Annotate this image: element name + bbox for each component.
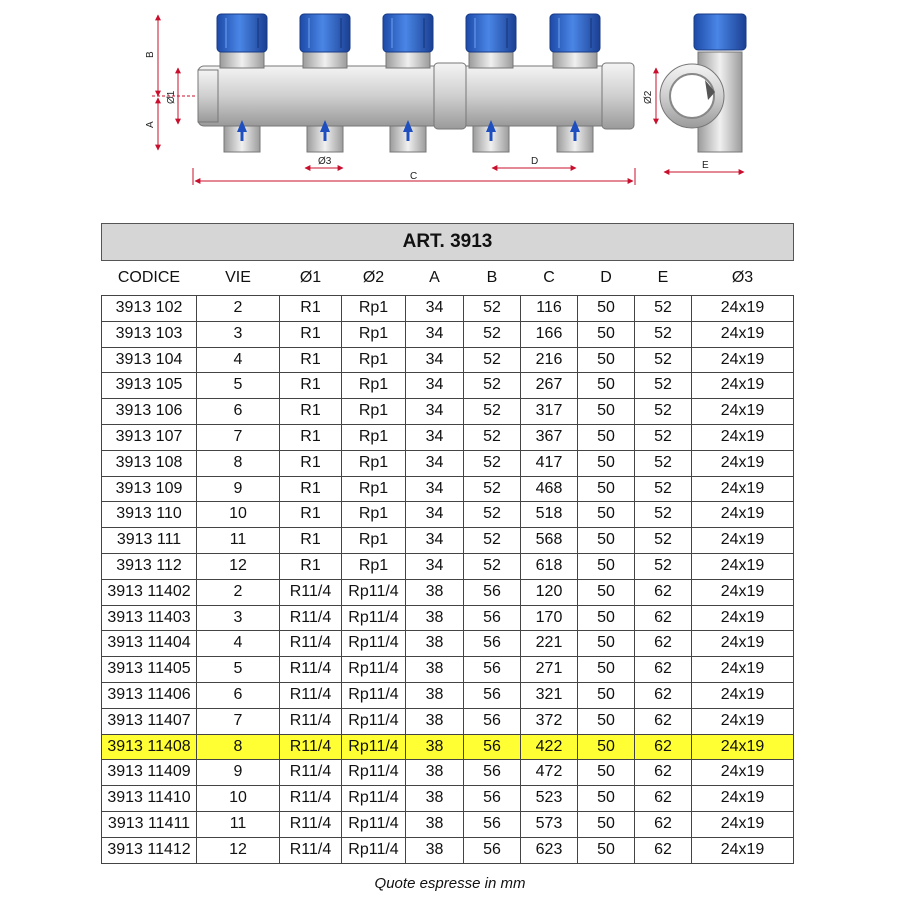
- table-cell-b: 56: [464, 811, 521, 837]
- table-cell-b: 56: [464, 631, 521, 657]
- table-cell-a: 38: [406, 682, 464, 708]
- table-cell-d1: R1: [280, 476, 342, 502]
- column-header: CODICE: [117, 269, 181, 286]
- table-cell-d: 50: [578, 373, 635, 399]
- table-cell-d2: Rp1: [342, 399, 406, 425]
- table-cell-d1: R1: [280, 347, 342, 373]
- table-cell-d3: 24x19: [692, 424, 794, 450]
- table-row: [102, 786, 794, 812]
- table-cell-a: 34: [406, 373, 464, 399]
- table-cell-codice: 3913 11410: [102, 786, 197, 812]
- table-cell-d1: R11/4: [280, 579, 342, 605]
- table-cell-e: 52: [635, 399, 692, 425]
- table-cell-d2: Rp1: [342, 528, 406, 554]
- table-row: [102, 347, 794, 373]
- table-cell-c: 518: [521, 502, 578, 528]
- dim-label-e: E: [702, 160, 709, 171]
- table-cell-d1: R1: [280, 502, 342, 528]
- column-header: C: [543, 269, 555, 286]
- table-cell-d2: Rp11/4: [342, 605, 406, 631]
- table-cell-d: 50: [578, 631, 635, 657]
- table-cell-codice: 3913 112: [102, 553, 197, 579]
- table-cell-a: 34: [406, 502, 464, 528]
- table-cell-d2: Rp1: [342, 296, 406, 322]
- table-row: [102, 760, 794, 786]
- table-cell-d1: R11/4: [280, 734, 342, 760]
- column-header: Ø3: [731, 269, 754, 286]
- table-cell-codice: 3913 102: [102, 296, 197, 322]
- table-cell-d2: Rp1: [342, 321, 406, 347]
- table-cell-c: 170: [521, 605, 578, 631]
- table-cell-d2: Rp1: [342, 553, 406, 579]
- dim-label-d2: Ø2: [643, 90, 654, 104]
- side-view: [660, 14, 746, 152]
- table-cell-d: 50: [578, 399, 635, 425]
- table-cell-a: 38: [406, 734, 464, 760]
- table-cell-vie: 9: [197, 760, 280, 786]
- manifold-body: [198, 66, 633, 126]
- table-cell-vie: 6: [197, 682, 280, 708]
- table-cell-a: 34: [406, 528, 464, 554]
- table-cell-d: 50: [578, 450, 635, 476]
- table-cell-d2: Rp11/4: [342, 682, 406, 708]
- table-cell-d3: 24x19: [692, 837, 794, 863]
- table-cell-vie: 2: [197, 579, 280, 605]
- table-cell-d: 50: [578, 424, 635, 450]
- table-row: [102, 373, 794, 399]
- table-row: [102, 682, 794, 708]
- table-cell-codice: 3913 105: [102, 373, 197, 399]
- table-cell-e: 62: [635, 811, 692, 837]
- table-cell-a: 38: [406, 760, 464, 786]
- table-cell-codice: 3913 11409: [102, 760, 197, 786]
- table-cell-b: 56: [464, 734, 521, 760]
- table-cell-c: 372: [521, 708, 578, 734]
- table-cell-d: 50: [578, 321, 635, 347]
- table-cell-d3: 24x19: [692, 708, 794, 734]
- table-cell-e: 62: [635, 708, 692, 734]
- table-cell-d: 50: [578, 657, 635, 683]
- column-header: Ø1: [299, 269, 322, 286]
- table-cell-d1: R11/4: [280, 657, 342, 683]
- table-cell-e: 52: [635, 296, 692, 322]
- table-cell-d1: R11/4: [280, 708, 342, 734]
- table-cell-b: 56: [464, 786, 521, 812]
- table-cell-vie: 7: [197, 424, 280, 450]
- table-cell-codice: 3913 103: [102, 321, 197, 347]
- table-row: [102, 605, 794, 631]
- table-cell-d1: R11/4: [280, 631, 342, 657]
- table-cell-vie: 11: [197, 528, 280, 554]
- table-row: [102, 708, 794, 734]
- table-cell-d2: Rp11/4: [342, 579, 406, 605]
- table-cell-b: 52: [464, 502, 521, 528]
- table-cell-vie: 3: [197, 321, 280, 347]
- table-cell-vie: 7: [197, 708, 280, 734]
- footnote: Quote espresse in mm: [374, 875, 526, 892]
- table-cell-d1: R11/4: [280, 760, 342, 786]
- table-cell-codice: 3913 111: [102, 528, 197, 554]
- table-cell-e: 62: [635, 734, 692, 760]
- dim-label-d: D: [531, 156, 539, 167]
- table-cell-b: 56: [464, 760, 521, 786]
- column-header: A: [429, 269, 440, 286]
- table-cell-a: 34: [406, 296, 464, 322]
- table-cell-d1: R1: [280, 296, 342, 322]
- table-cell-d2: Rp1: [342, 424, 406, 450]
- table-cell-c: 623: [521, 837, 578, 863]
- table-cell-c: 568: [521, 528, 578, 554]
- table-cell-a: 38: [406, 579, 464, 605]
- table-cell-c: 317: [521, 399, 578, 425]
- table-cell-e: 52: [635, 553, 692, 579]
- table-cell-d: 50: [578, 760, 635, 786]
- table-cell-a: 34: [406, 321, 464, 347]
- dim-label-d1: Ø1: [166, 90, 177, 104]
- table-cell-c: 573: [521, 811, 578, 837]
- table-cell-vie: 10: [197, 502, 280, 528]
- table-cell-b: 56: [464, 579, 521, 605]
- table-title: ART. 3913: [102, 224, 794, 261]
- table-cell-b: 56: [464, 837, 521, 863]
- table-cell-vie: 10: [197, 786, 280, 812]
- table-cell-d3: 24x19: [692, 476, 794, 502]
- table-cell-vie: 11: [197, 811, 280, 837]
- table-cell-c: 116: [521, 296, 578, 322]
- table-cell-d3: 24x19: [692, 321, 794, 347]
- table-cell-b: 56: [464, 708, 521, 734]
- table-cell-d: 50: [578, 528, 635, 554]
- table-cell-c: 216: [521, 347, 578, 373]
- table-cell-d: 50: [578, 296, 635, 322]
- table-cell-a: 38: [406, 631, 464, 657]
- table-cell-e: 62: [635, 657, 692, 683]
- table-cell-vie: 9: [197, 476, 280, 502]
- table-cell-codice: 3913 11407: [102, 708, 197, 734]
- dim-label-d3: Ø3: [318, 156, 332, 167]
- table-cell-c: 321: [521, 682, 578, 708]
- table-cell-codice: 3913 11404: [102, 631, 197, 657]
- table-cell-b: 52: [464, 296, 521, 322]
- table-cell-e: 52: [635, 502, 692, 528]
- table-cell-d1: R1: [280, 399, 342, 425]
- table-cell-c: 271: [521, 657, 578, 683]
- table-cell-d3: 24x19: [692, 502, 794, 528]
- table-cell-d2: Rp11/4: [342, 708, 406, 734]
- table-cell-d2: Rp11/4: [342, 811, 406, 837]
- table-cell-c: 523: [521, 786, 578, 812]
- table-row: [102, 399, 794, 425]
- table-row: [102, 579, 794, 605]
- table-cell-d3: 24x19: [692, 682, 794, 708]
- table-cell-codice: 3913 11411: [102, 811, 197, 837]
- table-cell-codice: 3913 109: [102, 476, 197, 502]
- table-cell-e: 62: [635, 605, 692, 631]
- table-cell-vie: 8: [197, 450, 280, 476]
- table-cell-a: 34: [406, 476, 464, 502]
- dim-label-a: A: [145, 121, 156, 128]
- table-cell-a: 34: [406, 553, 464, 579]
- table-cell-c: 166: [521, 321, 578, 347]
- column-header: B: [486, 269, 498, 286]
- table-cell-codice: 3913 11412: [102, 837, 197, 863]
- table-cell-e: 62: [635, 579, 692, 605]
- dim-label-c: C: [410, 171, 418, 182]
- table-cell-vie: 12: [197, 837, 280, 863]
- table-cell-d2: Rp1: [342, 373, 406, 399]
- middle-coupling: [434, 63, 466, 129]
- table-cell-b: 52: [464, 450, 521, 476]
- table-cell-d3: 24x19: [692, 786, 794, 812]
- table-row: [102, 811, 794, 837]
- table-cell-d2: Rp11/4: [342, 837, 406, 863]
- table-cell-b: 52: [464, 553, 521, 579]
- table-cell-codice: 3913 11403: [102, 605, 197, 631]
- table-row: [102, 528, 794, 554]
- female-thread-end: [602, 63, 634, 129]
- table-cell-d1: R1: [280, 450, 342, 476]
- table-cell-d: 50: [578, 811, 635, 837]
- table-cell-c: 267: [521, 373, 578, 399]
- table-cell-c: 618: [521, 553, 578, 579]
- table-cell-codice: 3913 11405: [102, 657, 197, 683]
- table-cell-d1: R1: [280, 528, 342, 554]
- table-cell-vie: 4: [197, 631, 280, 657]
- table-row: [102, 837, 794, 863]
- table-cell-b: 52: [464, 373, 521, 399]
- table-cell-d: 50: [578, 734, 635, 760]
- table-cell-codice: 3913 108: [102, 450, 197, 476]
- table-cell-d2: Rp11/4: [342, 786, 406, 812]
- table-cell-a: 38: [406, 786, 464, 812]
- table-cell-vie: 3: [197, 605, 280, 631]
- table-cell-b: 56: [464, 657, 521, 683]
- table-cell-a: 38: [406, 605, 464, 631]
- table-cell-a: 34: [406, 347, 464, 373]
- table-cell-e: 62: [635, 682, 692, 708]
- table-cell-d1: R11/4: [280, 682, 342, 708]
- table-cell-c: 120: [521, 579, 578, 605]
- table-cell-vie: 5: [197, 373, 280, 399]
- table-cell-b: 52: [464, 424, 521, 450]
- table-cell-d: 50: [578, 502, 635, 528]
- table-cell-codice: 3913 11402: [102, 579, 197, 605]
- table-row: [102, 450, 794, 476]
- table-cell-codice: 3913 106: [102, 399, 197, 425]
- table-cell-d3: 24x19: [692, 373, 794, 399]
- table-cell-d3: 24x19: [692, 631, 794, 657]
- table-cell-d1: R11/4: [280, 786, 342, 812]
- table-cell-d3: 24x19: [692, 553, 794, 579]
- table-cell-d2: Rp1: [342, 502, 406, 528]
- table-cell-e: 52: [635, 528, 692, 554]
- table-cell-d: 50: [578, 347, 635, 373]
- table-cell-d3: 24x19: [692, 811, 794, 837]
- table-cell-d3: 24x19: [692, 450, 794, 476]
- table-cell-codice: 3913 11406: [102, 682, 197, 708]
- table-cell-d: 50: [578, 786, 635, 812]
- table-cell-e: 52: [635, 450, 692, 476]
- table-cell-vie: 12: [197, 553, 280, 579]
- table-cell-d1: R11/4: [280, 837, 342, 863]
- table-cell-d2: Rp1: [342, 476, 406, 502]
- table-cell-e: 52: [635, 476, 692, 502]
- table-cell-vie: 4: [197, 347, 280, 373]
- table-cell-e: 62: [635, 786, 692, 812]
- table-cell-a: 38: [406, 657, 464, 683]
- column-header: D: [600, 269, 612, 286]
- table-cell-codice: 3913 104: [102, 347, 197, 373]
- table-cell-d2: Rp11/4: [342, 631, 406, 657]
- table-cell-d: 50: [578, 579, 635, 605]
- table-row: [102, 502, 794, 528]
- table-row: [102, 631, 794, 657]
- table-cell-codice: 3913 11408: [102, 734, 197, 760]
- table-cell-d1: R11/4: [280, 811, 342, 837]
- column-header: VIE: [225, 269, 251, 286]
- table-cell-d: 50: [578, 605, 635, 631]
- table-cell-d3: 24x19: [692, 296, 794, 322]
- table-cell-e: 52: [635, 424, 692, 450]
- table-cell-d2: Rp1: [342, 347, 406, 373]
- table-row-highlighted: [102, 734, 794, 760]
- table-cell-c: 221: [521, 631, 578, 657]
- table-row: [102, 296, 794, 322]
- table-cell-c: 422: [521, 734, 578, 760]
- table-cell-b: 52: [464, 399, 521, 425]
- table-cell-e: 62: [635, 837, 692, 863]
- table-cell-d1: R1: [280, 424, 342, 450]
- table-cell-d1: R1: [280, 321, 342, 347]
- table-cell-b: 52: [464, 347, 521, 373]
- table-cell-d: 50: [578, 708, 635, 734]
- table-cell-vie: 5: [197, 657, 280, 683]
- table-cell-d3: 24x19: [692, 579, 794, 605]
- table-cell-codice: 3913 110: [102, 502, 197, 528]
- table-cell-e: 52: [635, 321, 692, 347]
- table-cell-d3: 24x19: [692, 399, 794, 425]
- table-cell-d2: Rp11/4: [342, 657, 406, 683]
- table-cell-a: 38: [406, 708, 464, 734]
- column-header: Ø2: [362, 269, 385, 286]
- male-thread-end: [198, 70, 218, 122]
- table-cell-d3: 24x19: [692, 734, 794, 760]
- table-cell-vie: 6: [197, 399, 280, 425]
- table-cell-a: 34: [406, 399, 464, 425]
- table-cell-a: 34: [406, 424, 464, 450]
- table-cell-e: 62: [635, 631, 692, 657]
- table-cell-d2: Rp11/4: [342, 760, 406, 786]
- table-cell-d3: 24x19: [692, 347, 794, 373]
- table-cell-b: 52: [464, 321, 521, 347]
- table-cell-a: 38: [406, 837, 464, 863]
- table-cell-d: 50: [578, 837, 635, 863]
- table-cell-a: 34: [406, 450, 464, 476]
- table-cell-d: 50: [578, 476, 635, 502]
- table-cell-c: 468: [521, 476, 578, 502]
- table-cell-d: 50: [578, 553, 635, 579]
- table-cell-codice: 3913 107: [102, 424, 197, 450]
- table-cell-b: 52: [464, 528, 521, 554]
- table-cell-d3: 24x19: [692, 657, 794, 683]
- table-cell-a: 38: [406, 811, 464, 837]
- table-cell-d: 50: [578, 682, 635, 708]
- table-row: [102, 424, 794, 450]
- column-header: E: [657, 269, 669, 286]
- table-cell-d3: 24x19: [692, 605, 794, 631]
- table-row: [102, 476, 794, 502]
- dim-label-b: B: [145, 51, 156, 58]
- table-cell-c: 367: [521, 424, 578, 450]
- table-cell-d2: Rp1: [342, 450, 406, 476]
- table-cell-d3: 24x19: [692, 760, 794, 786]
- table-cell-d2: Rp11/4: [342, 734, 406, 760]
- table-cell-vie: 8: [197, 734, 280, 760]
- table-cell-vie: 2: [197, 296, 280, 322]
- table-cell-e: 52: [635, 347, 692, 373]
- table-cell-c: 472: [521, 760, 578, 786]
- spec-table: [101, 223, 794, 864]
- table-cell-b: 52: [464, 476, 521, 502]
- table-cell-d1: R11/4: [280, 605, 342, 631]
- table-cell-d1: R1: [280, 553, 342, 579]
- table-cell-e: 52: [635, 373, 692, 399]
- table-cell-b: 56: [464, 682, 521, 708]
- table-cell-c: 417: [521, 450, 578, 476]
- table-row: [102, 321, 794, 347]
- table-row: [102, 553, 794, 579]
- table-cell-d3: 24x19: [692, 528, 794, 554]
- table-cell-b: 56: [464, 605, 521, 631]
- table-cell-d1: R1: [280, 373, 342, 399]
- manifold-technical-drawing: [0, 0, 900, 205]
- table-row: [102, 657, 794, 683]
- table-cell-e: 62: [635, 760, 692, 786]
